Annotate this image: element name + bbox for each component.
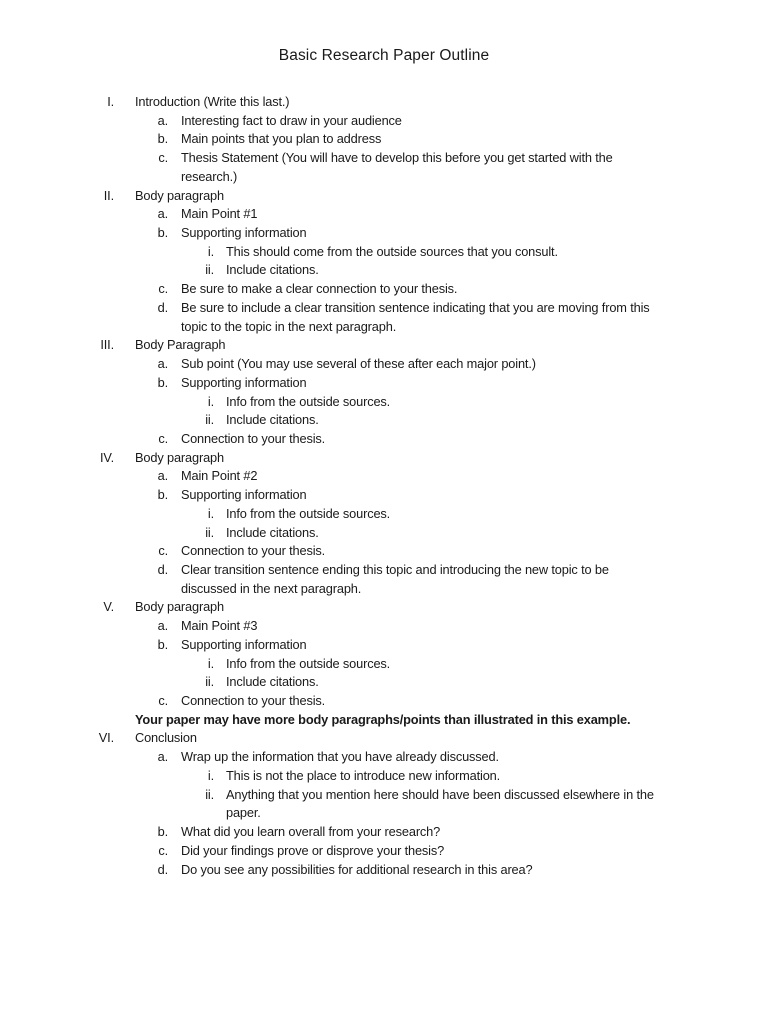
outline-item-level-3 [0,785,768,804]
outline-text: What did you learn overall from your research? [181,824,441,840]
outline-marker: V. [103,599,114,615]
outline-item-level-1 [0,186,768,205]
outline-item-level-1 [0,597,768,616]
outline-marker: b. [157,225,168,241]
outline-text: Main points that you plan to address [181,131,382,147]
outline-item-level-2 [0,579,768,598]
outline-note [0,710,768,729]
outline-item-level-2 [0,541,768,560]
outline-text: Wrap up the information that you have already discussed. [181,749,499,765]
outline-text: Main Point #1 [181,206,258,222]
outline-text: Include citations. [226,262,319,278]
outline-text: Info from the outside sources. [226,505,391,521]
outline-text: Anything that you mention here should have been discussed elsewhere in the [226,786,654,802]
outline-marker: i. [207,243,214,259]
outline-item-level-1 [0,92,768,111]
outline-item-level-2 [0,485,768,504]
outline-marker: a. [157,618,168,634]
outline-item-level-2 [0,129,768,148]
outline-item-level-2 [0,204,768,223]
outline-text: Connection to your thesis. [181,543,326,559]
outline-item-level-2 [0,747,768,766]
outline-marker: c. [158,693,168,709]
outline-text: Connection to your thesis. [181,430,326,446]
outline-item-level-2 [0,354,768,373]
outline-marker: b. [157,131,168,147]
outline-text: Body paragraph [135,599,224,615]
document-title: Basic Research Paper Outline [278,47,490,64]
outline-text: Info from the outside sources. [226,655,391,671]
outline-item-level-2 [0,841,768,860]
outline-item-level-1 [0,335,768,354]
outline-marker: IV. [99,449,114,465]
outline-text: paper. [226,805,261,821]
outline-text: Connection to your thesis. [181,693,326,709]
outline-marker: d. [157,861,168,877]
outline-marker: c. [158,430,168,446]
outline-item-level-2 [0,373,768,392]
outline-item-level-2 [0,466,768,485]
outline-text: Your paper may have more body paragraphs/points than illustrated in this example. [135,711,631,727]
outline-item-level-1 [0,448,768,467]
outline-item-level-3 [0,654,768,673]
outline-text: Do you see any possibilities for additional research in this area? [181,861,533,877]
outline-item-level-3 [0,242,768,261]
outline-marker: a. [157,206,168,222]
outline-item-level-2 [0,691,768,710]
outline-text: Sub point (You may use several of these after each major point.) [181,356,536,372]
outline-item-level-2 [0,560,768,579]
outline-text: Thesis Statement (You will have to develop this before you get started with the [181,150,613,166]
outline-text: Supporting information [181,374,307,390]
outline-marker: i. [207,393,214,409]
outline-item-level-3 [0,392,768,411]
outline-text: Supporting information [181,225,307,241]
outline-marker: ii. [205,674,214,690]
outline-item-level-3 [0,504,768,523]
outline-marker: a. [157,112,168,128]
outline-text: Introduction (Write this last.) [135,94,290,109]
outline-item-level-3 [0,672,768,691]
outline-item-level-2 [0,279,768,298]
outline-marker: ii. [205,412,214,428]
outline-marker: ii. [205,524,214,540]
outline-marker: II. [103,187,114,203]
outline-item-level-2 [0,223,768,242]
outline-marker: i. [207,505,214,521]
outline-item-level-3 [0,260,768,279]
outline-marker: VI. [98,730,114,746]
outline-item-level-2 [0,167,768,186]
outline-text: This is not the place to introduce new information. [226,767,501,783]
outline-marker: ii. [205,262,214,278]
outline-marker: d. [157,299,168,315]
outline-text: Include citations. [226,412,319,428]
outline-marker: c. [158,150,168,166]
outline-item-level-3 [0,803,768,822]
outline-text: Be sure to include a clear transition sentence indicating that you are moving from this [181,299,650,315]
outline-text: Clear transition sentence ending this topic and introducing the new topic to be [181,562,609,577]
outline-item-level-3 [0,410,768,429]
outline-item-level-2 [0,635,768,654]
outline-text: Include citations. [226,524,319,540]
outline-marker: c. [158,281,168,297]
outline-item-level-3 [0,523,768,542]
outline-marker: a. [157,468,168,484]
outline-marker: b. [157,374,168,390]
outline-text: Include citations. [226,674,319,690]
outline-item-level-1 [0,728,768,747]
outline-marker: c. [158,543,168,559]
outline-item-level-3 [0,766,768,785]
outline-text: Main Point #2 [181,468,258,484]
outline-marker: III. [100,337,114,353]
outline-marker: b. [157,824,168,840]
outline-item-level-2 [0,148,768,167]
outline-item-level-2 [0,616,768,635]
outline-text: Conclusion [135,730,197,746]
outline-item-level-2 [0,111,768,130]
outline-item-level-2 [0,860,768,879]
outline-text: Interesting fact to draw in your audience [181,112,402,128]
outline-text: Main Point #3 [181,618,258,634]
outline-marker: ii. [205,786,214,802]
outline-text: Info from the outside sources. [226,393,391,409]
outline-marker: i. [207,767,214,783]
outline-marker: a. [157,749,168,765]
outline-text: Supporting information [181,487,307,503]
outline-item-level-2 [0,429,768,448]
outline-marker: b. [157,636,168,652]
outline-text: This should come from the outside sources that you consult. [226,243,558,259]
outline-text: Body paragraph [135,187,224,203]
outline-marker: i. [207,655,214,671]
outline-text: discussed in the next paragraph. [181,580,362,596]
outline-text: Body paragraph [135,449,224,465]
outline-text: Did your findings prove or disprove your thesis? [181,842,445,858]
outline-item-level-2 [0,298,768,317]
outline-marker: I. [107,94,114,109]
outline-marker: d. [157,562,168,577]
outline-text: Body Paragraph [135,337,226,353]
outline-marker: c. [158,842,168,858]
outline-text: Be sure to make a clear connection to your thesis. [181,281,458,297]
outline-text: Supporting information [181,636,307,652]
outline-item-level-2 [0,822,768,841]
outline-item-level-2 [0,317,768,336]
outline-marker: a. [157,356,168,372]
outline-text: research.) [181,168,238,184]
outline-marker: b. [157,487,168,503]
outline-text: topic to the topic in the next paragraph. [181,318,397,334]
